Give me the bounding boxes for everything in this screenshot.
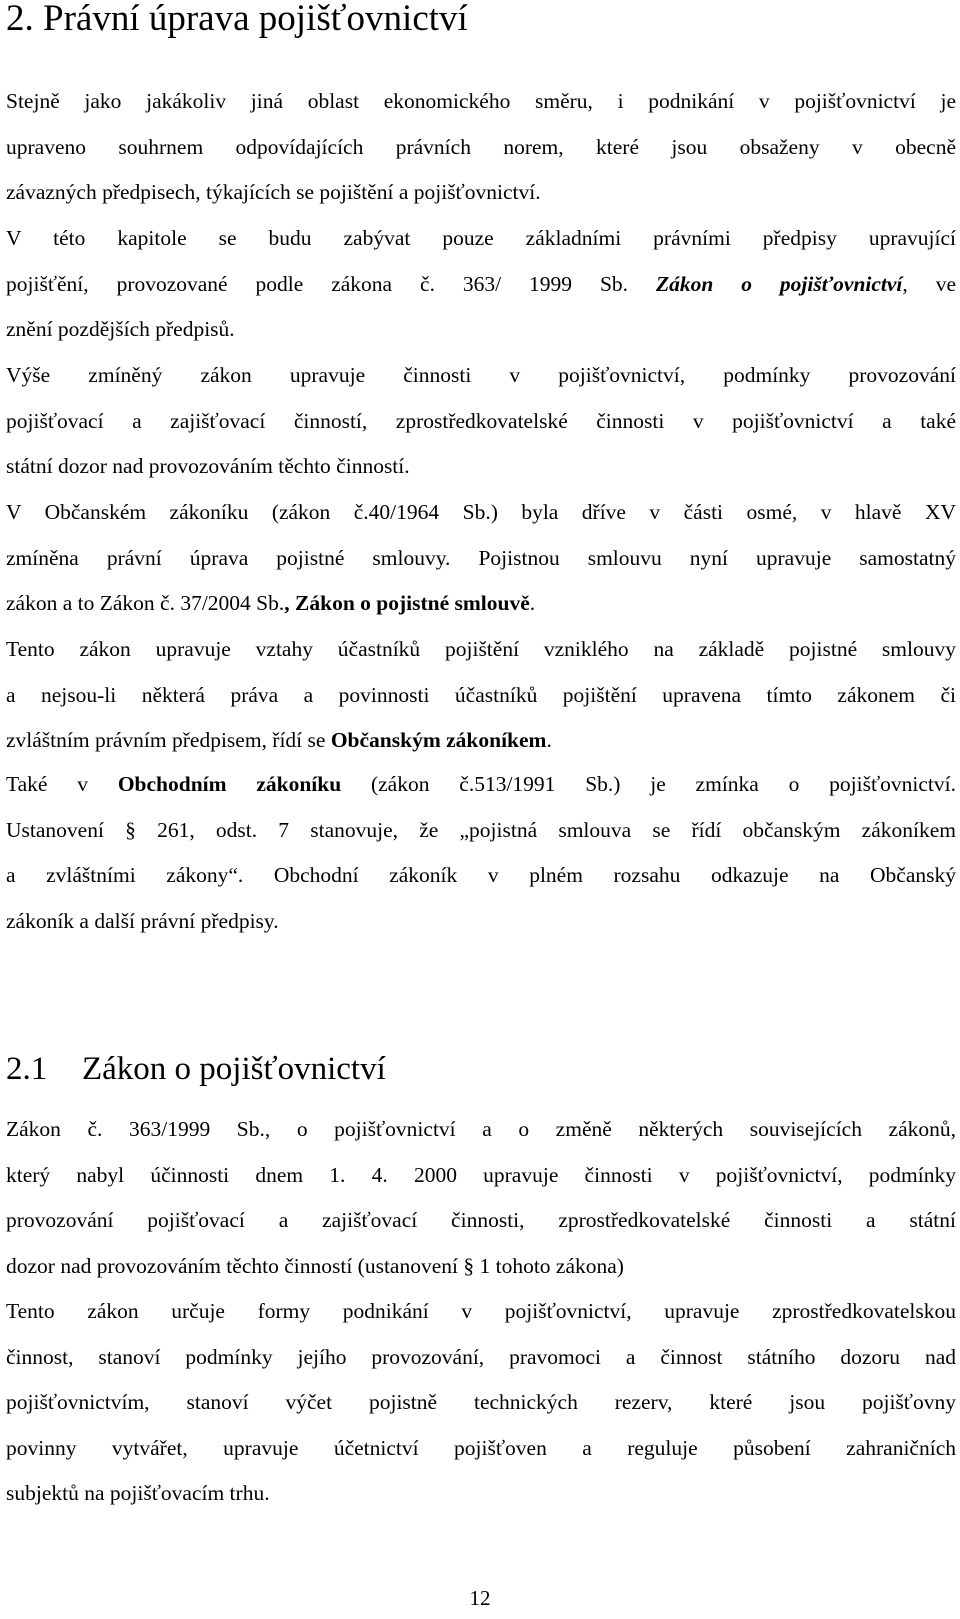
paragraph-civil-code [6,490,956,627]
text-run: zvláštním právním předpisem, řídí se [6,728,331,753]
text-line: pojišťovací a zajišťovací činností, zprostředkovatelské činnosti v pojišťovnictví a také [6,408,956,433]
text-line: Ustanovení § 261, odst. 7 stanovuje, že „pojistná smlouva se řídí občanským zákoníkem [6,817,956,842]
text-line: zmíněna právní úprava pojistné smlouvy. Pojistnou smlouvu nyní upravuje samostatný [6,545,956,570]
text-line: státní dozor nad provozováním těchto činností. [6,454,410,479]
text-line: upraveno souhrnem odpovídajících právních norem, které jsou obsaženy v obecně [6,134,956,159]
text-line: činnost, stanoví podmínky jejího provozování, pravomoci a činnost státního dozoru nad [6,1344,956,1369]
text-run: pojišťění, provozované podle zákona č. 363/ 1999 Sb. [6,271,656,296]
paragraph-law-intro [6,1107,956,1289]
paragraph-law-forms [6,1289,956,1517]
text-line: V Občanském zákoníku (zákon č.40/1964 Sb.) byla dříve v části osmé, v hlavě XV [6,500,956,524]
paragraph-law-content [6,353,956,490]
text-line: závazných předpisech, týkajících se pojištění a pojišťovnictví. [6,180,541,205]
text-line: V této kapitole se budu zabývat pouze základními právními předpisy upravující [6,226,956,250]
text-run: (zákon č.513/1991 Sb.) je zmínka o pojišťovnictví. [341,772,956,796]
law-title-bold: Zákon o pojišťovnictví [655,271,903,296]
text-line: Stejně jako jakákoliv jiná oblast ekonomického směru, i podnikání v pojišťovnictví je [6,89,956,113]
text-line: Zákon č. 363/1999 Sb., o pojišťovnictví a o změně některých souvisejících zákonů, [6,1117,956,1141]
text-run: Také v [6,772,118,796]
text-line: subjektů na pojišťovacím trhu. [6,1481,270,1506]
chapter-heading: 2. Právní úprava pojišťovnictví [6,0,468,39]
text-line: pojišťovnictvím, stanoví výčet pojistně technických rezerv, které jsou pojišťovny [6,1390,956,1415]
law-title-bold: , Zákon o pojistné smlouvě [284,591,530,616]
paragraph-commercial-code [6,762,956,944]
section-number: 2.1 [6,1051,48,1087]
text-line: povinny vytvářet, upravuje účetnictví pojišťoven a reguluje působení zahraničních [6,1435,956,1460]
section-title: Zákon o pojišťovnictví [82,1051,386,1087]
text-line: provozování pojišťovací a zajišťovací činnosti, zprostředkovatelské činnosti a státní [6,1208,956,1233]
text-line: a nejsou-li některá práva a povinnosti účastníků pojištění upravena tímto zákonem či [6,682,956,707]
text-line: Výše zmíněný zákon upravuje činnosti v pojišťovnictví, podmínky provozování [6,363,956,387]
text-line [6,581,956,627]
paragraph-contract-law [6,627,956,764]
text-run: . [546,728,552,753]
law-title-bold: Obchodním zákoníku [117,772,342,796]
text-run: . [529,591,536,616]
paragraph-scope [6,216,956,353]
text-line: Tento zákon určuje formy podnikání v pojišťovnictví, upravuje zprostředkovatelskou [6,1299,956,1323]
section-heading [6,1048,386,1090]
text-line [6,718,956,764]
text-line: dozor nad provozováním těchto činností (ustanovení § 1 tohoto zákona) [6,1253,624,1278]
text-line: který nabyl účinnosti dnem 1. 4. 2000 upravuje činnosti v pojišťovnictví, podmínky [6,1162,956,1187]
paragraph-intro [6,79,956,216]
text-run: zákon a to Zákon č. 37/2004 Sb. [6,591,285,616]
text-line: Tento zákon upravuje vztahy účastníků pojištění vzniklého na základě pojistné smlouvy [6,637,956,661]
text-line [6,762,956,808]
text-line: znění pozdějších předpisů. [6,317,235,342]
text-line: a zvláštními zákony“. Obchodní zákoník v plném rozsahu odkazuje na Občanský [6,863,956,888]
page-number: 12 [469,1586,491,1610]
text-run: , ve [902,271,956,296]
text-line [6,262,956,308]
law-title-bold: Občanským zákoníkem [330,728,547,753]
text-line: zákoník a další právní předpisy. [6,908,279,933]
